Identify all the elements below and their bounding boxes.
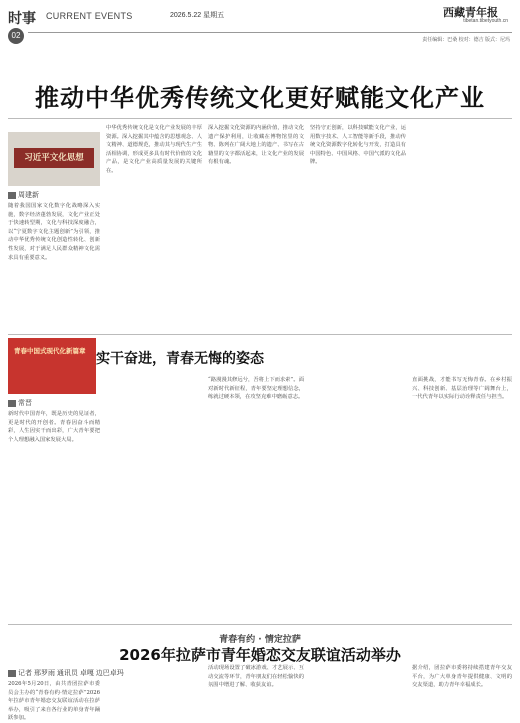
- header-rule: [28, 32, 512, 33]
- divider: [8, 334, 512, 335]
- article-column: [8, 410, 100, 606]
- page-number: 02: [8, 28, 24, 44]
- byline-marker: [8, 192, 16, 199]
- paragraph: 2026年5月20日，由共青团拉萨市委员会主办的“青春有约·情定拉萨”2026年拉萨市青年婚恋交友联谊活动在拉萨举办，吸引了来自各行业的单身青年踊跃参加。: [8, 681, 100, 722]
- article-column: [310, 376, 406, 606]
- article-column: [208, 124, 304, 330]
- article-column: [310, 124, 406, 330]
- article-photo: [8, 132, 100, 186]
- poster-title: 青春中国式现代化新篇章: [14, 347, 86, 355]
- byline-author: 常晋: [18, 400, 32, 407]
- masthead-url: tibetan.tibetyouth.cn: [463, 18, 508, 24]
- paragraph: 新时代中国青年，既是历史的见证者，更是时代的开创者。青春因奋斗而精彩，人生因实干而出彩，广大青年要把个人理想融入国家发展大局。: [8, 411, 100, 443]
- article-column: [208, 376, 304, 606]
- paragraph: 活动现场设置了破冰游戏、才艺展示、互动交流等环节，青年朋友们在轻松愉快的氛围中增进了解、收获友谊。: [208, 665, 304, 689]
- article-byline: [8, 398, 32, 408]
- editor-credits: 责任编辑：巴桑 校对：德吉 版式：尼玛: [422, 37, 510, 43]
- article-byline: [8, 190, 39, 200]
- byline-author: 周建新: [18, 192, 39, 199]
- paragraph: 中华优秀传统文化是文化产业发展的丰厚资源。深入挖掘其中蕴含的思想观念、人文精神、道德规范，推动其与现代生产生活相协调，形成更多具有时代价值的文化产品，是文化产业高质量发展的关键所在。: [106, 125, 202, 174]
- section-name-english: CURRENT EVENTS: [46, 11, 133, 21]
- article-column: [412, 664, 512, 698]
- byline-marker: [8, 400, 16, 407]
- feature-headline: 实干奋进，青春无悔的姿态: [96, 351, 264, 367]
- divider: [8, 118, 512, 119]
- paragraph: 直面挑战，才能书写无悔青春。在乡村振兴、科技创新、基层治理等广阔舞台上，一代代青年以实际行动诠释责任与担当。: [412, 377, 512, 401]
- article-kicker: 青春有约 · 情定拉萨: [219, 635, 301, 645]
- paragraph: 深入挖掘文化资源的内涵价值，推动文化遗产保护利用，让收藏在博物馆里的文物、陈列在广阔大地上的遗产、书写在古籍里的文字都活起来，让文化产业的发展有根有魂。: [208, 125, 304, 166]
- paragraph: “路漫漫其修远兮，吾将上下而求索”。面对新时代新征程，青年要坚定理想信念，练就过硬本领，在攻坚克难中磨砺意志。: [208, 377, 304, 401]
- article-column: [106, 376, 202, 606]
- byline-marker: [8, 670, 16, 677]
- article-column: [106, 664, 202, 698]
- newspaper-masthead: 西藏青年报: [443, 7, 498, 19]
- article-column: [412, 376, 512, 606]
- article-column: [310, 664, 406, 698]
- byline-author: 记者 邢罗雨 通讯员 卓嘎 边巴卓玛: [18, 670, 124, 677]
- issue-date: 2026.5.22 星期五: [170, 12, 225, 19]
- paragraph: 坚持守正创新，以科技赋能文化产业，运用数字技术、人工智能等新手段，推动传统文化资源数字化转化与开发，打造具有中国特色、中国风格、中国气派的文化品牌。: [310, 125, 406, 166]
- article-column: [412, 124, 512, 330]
- feature-poster: [8, 338, 96, 394]
- page-header: [0, 0, 520, 56]
- section-name: 时事: [8, 10, 36, 26]
- article-column: [8, 680, 100, 722]
- paragraph: 随着我国国家文化数字化战略深入实施，数字经济蓬勃发展，文化产业正处于快速转型期，文化与科技深度融合，以“宁夏数字文化主题创新”为引领，推动中华优秀传统文化创造性转化、创新性发展，对于满足人民群众精神文化需求具有重要意义。: [8, 203, 100, 261]
- article-column: [106, 124, 202, 330]
- paragraph: 据介绍，团拉萨市委将持续搭建青年交友平台，为广大单身青年提供健康、文明的交友渠道，助力青年幸福成长。: [412, 665, 512, 689]
- article-column: [208, 664, 304, 698]
- main-headline: 推动中华优秀传统文化更好赋能文化产业: [35, 84, 485, 112]
- divider: [8, 624, 512, 625]
- photo-banner: [14, 148, 94, 168]
- bottom-headline: 2026年拉萨市青年婚恋交友联谊活动举办: [119, 646, 401, 664]
- photo-caption: 习近平文化思想: [24, 153, 84, 163]
- article-column: [8, 202, 100, 328]
